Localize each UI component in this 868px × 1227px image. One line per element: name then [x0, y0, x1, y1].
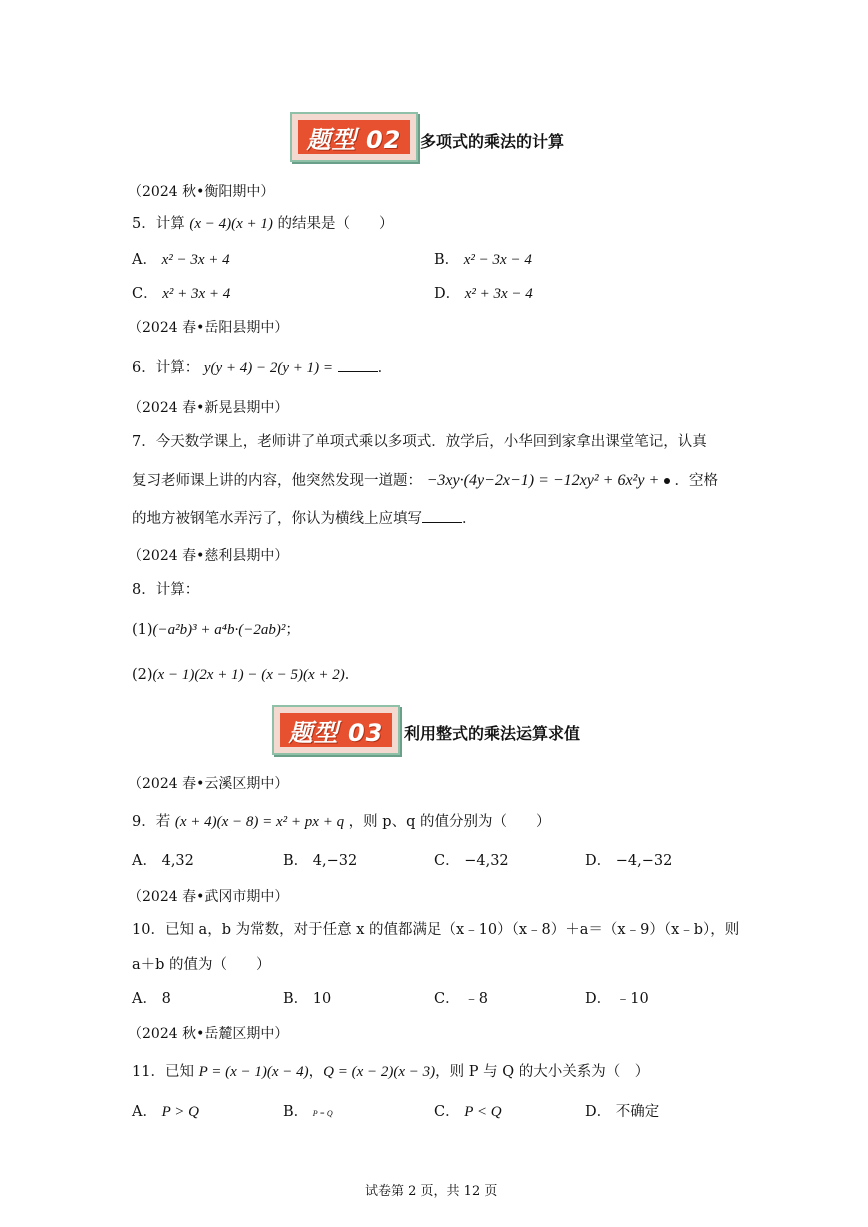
q9-option-a — [132, 851, 194, 871]
q11-option-b-text: P = Q — [312, 1109, 333, 1118]
page-footer: 试卷第 2 页，共 12 页 — [365, 1184, 498, 1199]
q11-separator: ， — [308, 1064, 324, 1080]
q6-source: （2024 春•岳阳县期中） — [128, 320, 289, 336]
q11-option-c-text: P < Q — [464, 1104, 502, 1120]
q5-option-d-label: D． — [434, 286, 461, 302]
q8-item-2-expr: (x − 1)(2x + 1) − (x − 5)(x + 2) — [152, 667, 345, 683]
q10-option-c-label: C． — [434, 991, 460, 1007]
q11-option-a — [132, 1102, 199, 1122]
q9-option-c — [434, 851, 509, 871]
q5-option-a-text: x² − 3x + 4 — [161, 252, 230, 268]
section-badge-02 — [290, 112, 418, 162]
q6-stem — [132, 357, 392, 378]
q5-option-b-text: x² − 3x − 4 — [463, 252, 532, 268]
ink-blot-icon — [664, 478, 670, 484]
q11-option-a-text: P > Q — [161, 1104, 199, 1120]
q5-option-c-label: C． — [132, 286, 158, 302]
q10-option-b — [283, 989, 331, 1009]
q5-option-b-label: B． — [434, 252, 460, 268]
q9-option-c-text: −4,32 — [464, 853, 509, 869]
section-badge-03 — [272, 705, 400, 755]
section-title-02: 多项式的乘法的计算 — [420, 132, 565, 151]
q11-option-b-label: B． — [283, 1104, 309, 1120]
q10-option-c-text: ﹣8 — [464, 991, 488, 1007]
q11-tail: ，则 P 与 Q 的大小关系为（ ） — [435, 1064, 650, 1080]
q11-expr-q: Q = (x − 2)(x − 3) — [323, 1064, 436, 1080]
q9-stem-text: 9．若 — [132, 814, 171, 830]
q7-line1: 7．今天数学课上，老师讲了单项式乘以多项式．放学后，小华回到家拿出课堂笔记，认真 — [132, 434, 707, 450]
q6-tail: ． — [377, 360, 393, 376]
q7-line3 — [132, 508, 477, 529]
q9-source: （2024 春•云溪区期中） — [128, 776, 289, 792]
q9-stem — [132, 812, 550, 832]
q7-line2-expr: −3xy·(4y−2x−1) = −12xy² + 6x²y + — [426, 472, 660, 489]
q5-option-a — [132, 250, 230, 270]
q8-item-2 — [132, 665, 359, 685]
q7-line3-tail: ． — [462, 511, 477, 527]
q8-item-2-tail: ． — [344, 667, 360, 683]
q10-option-b-text: 10 — [312, 991, 332, 1007]
q7-answer-blank — [422, 508, 462, 523]
q7-line3-text: 的地方被钢笔水弄污了，你认为横线上应填写 — [132, 511, 422, 527]
q9-option-d-text: −4,−32 — [615, 853, 673, 869]
q10-line1: 10．已知 a，b 为常数，对于任意 x 的值都满足（x﹣10）（x﹣8）＋a＝（x﹣9）（x﹣b），则 — [132, 922, 740, 938]
q10-option-d-label: D． — [585, 991, 612, 1007]
q11-stem — [132, 1062, 649, 1082]
q8-item-2-label: (2) — [132, 667, 153, 683]
q8-item-1-label: (1) — [132, 622, 153, 638]
q5-source: （2024 秋•衡阳期中） — [128, 184, 275, 200]
q10-option-d-text: ﹣10 — [615, 991, 649, 1007]
q8-item-1-expr: (−a²b)³ + a⁴b·(−2ab)² — [152, 622, 286, 638]
q5-tail: 的结果是（ ） — [277, 216, 394, 232]
q5-stem-text: 5．计算 — [132, 216, 185, 232]
q10-option-d — [585, 989, 649, 1009]
q11-option-c-label: C． — [434, 1104, 460, 1120]
q7-line2-post: ．空格 — [674, 473, 718, 489]
q5-option-c-text: x² + 3x + 4 — [162, 286, 231, 302]
section-badge-03-text: 题型 03 — [288, 718, 384, 747]
q10-option-a — [132, 989, 171, 1009]
q6-answer-blank — [338, 357, 378, 372]
q6-expr: y(y + 4) − 2(y + 1) = — [203, 360, 334, 376]
q7-line2 — [132, 471, 718, 491]
q5-option-c — [132, 284, 230, 304]
q8-stem: 8．计算： — [132, 582, 200, 598]
q5-expr: (x − 4)(x + 1) — [189, 216, 273, 232]
q6-stem-text: 6．计算： — [132, 360, 200, 376]
q5-option-b — [434, 250, 532, 270]
q11-stem-text: 11．已知 — [132, 1064, 194, 1080]
q11-option-b — [283, 1102, 333, 1124]
q11-expr-p: P = (x − 1)(x − 4) — [198, 1064, 309, 1080]
q11-option-d-text: 不确定 — [615, 1104, 660, 1120]
q9-option-c-label: C． — [434, 853, 460, 869]
q11-option-a-label: A． — [132, 1104, 157, 1120]
q9-option-b — [283, 851, 357, 871]
q10-option-c — [434, 989, 488, 1009]
q11-source: （2024 秋•岳麓区期中） — [128, 1026, 289, 1042]
q9-expr: (x + 4)(x − 8) = x² + px + q — [174, 814, 345, 830]
q9-option-d — [585, 851, 672, 871]
q9-option-a-label: A． — [132, 853, 157, 869]
q8-item-1-tail: ； — [285, 622, 300, 638]
q11-option-d — [585, 1102, 659, 1122]
q11-option-d-label: D． — [585, 1104, 612, 1120]
q7-source: （2024 春•新晃县期中） — [128, 400, 289, 416]
q9-tail: ，则 p、q 的值分别为（ ） — [348, 814, 551, 830]
q8-item-1 — [132, 620, 300, 640]
q9-option-b-label: B． — [283, 853, 309, 869]
q10-option-b-label: B． — [283, 991, 309, 1007]
section-title-03: 利用整式的乘法运算求值 — [404, 724, 581, 743]
q9-option-a-text: 4,32 — [161, 853, 194, 869]
q10-line2: a＋b 的值为（ ） — [132, 957, 271, 973]
section-badge-02-text: 题型 02 — [306, 125, 402, 154]
q7-line2-pre: 复习老师课上讲的内容，他突然发现一道题： — [132, 473, 422, 489]
q10-option-a-label: A． — [132, 991, 157, 1007]
q5-option-d — [434, 284, 533, 304]
q5-option-a-label: A． — [132, 252, 157, 268]
q11-option-c — [434, 1102, 502, 1122]
q10-option-a-text: 8 — [161, 991, 171, 1007]
q9-option-b-text: 4,−32 — [312, 853, 358, 869]
q5-option-d-text: x² + 3x − 4 — [464, 286, 533, 302]
q8-source: （2024 春•慈利县期中） — [128, 548, 289, 564]
q10-source: （2024 春•武冈市期中） — [128, 889, 289, 905]
q9-option-d-label: D． — [585, 853, 612, 869]
q5-stem — [132, 214, 394, 234]
